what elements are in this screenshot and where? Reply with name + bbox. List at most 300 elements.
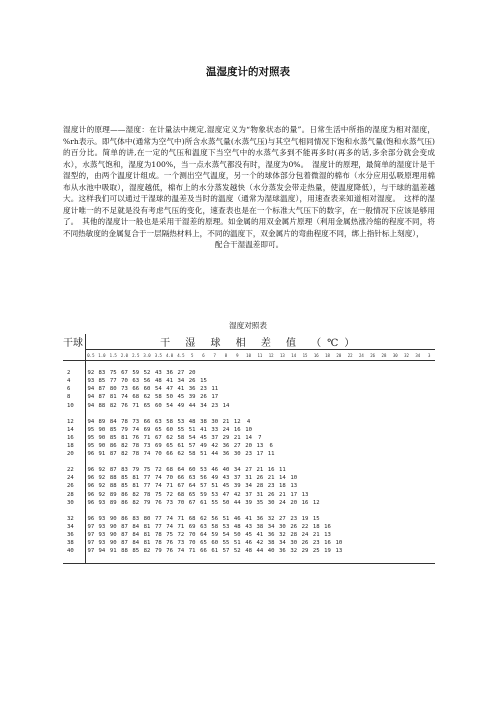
- humidity-cell: 74: [154, 483, 162, 490]
- humidity-cell: [423, 369, 435, 377]
- humidity-cell: [288, 442, 299, 450]
- humidity-cell: 72: [154, 467, 162, 474]
- humidity-cell: [401, 482, 412, 490]
- humidity-cell: [254, 377, 265, 385]
- humidity-cell: [367, 474, 378, 482]
- humidity-cell: 21: [279, 491, 286, 498]
- humidity-cell: [311, 401, 322, 409]
- humidity-cell: 68: [166, 467, 173, 474]
- difference-value: 13: [277, 350, 288, 361]
- humidity-cell: [266, 401, 277, 409]
- humidity-cell: 66: [132, 386, 140, 393]
- table-row: [63, 531, 435, 539]
- humidity-cell: [412, 369, 423, 377]
- difference-value: 32: [401, 350, 412, 361]
- humidity-cell: [412, 442, 423, 450]
- humidity-cell: [356, 385, 367, 393]
- humidity-cell: [266, 393, 277, 401]
- humidity-cell: 27: [279, 515, 286, 522]
- difference-value: 7: [209, 350, 220, 361]
- dry-bulb-temp: 2: [63, 369, 85, 377]
- humidity-cell: 81: [132, 475, 140, 482]
- humidity-cell: 21: [256, 467, 264, 474]
- difference-value: 30: [390, 350, 401, 361]
- dry-bulb-temp: 14: [63, 426, 85, 434]
- humidity-cell: 50: [222, 499, 230, 506]
- humidity-cell: [401, 515, 412, 523]
- humidity-cell: 14: [245, 434, 252, 441]
- paragraph-principle: 湿度计的原理——湿度：在计量法中规定,湿度定义为“物象状态的量”。日常生活中所指的湿度为相对湿度，%rh表示。即气体中(通常为空气中)所含水蒸气量(水蒸气压)与其空气相同情况下饱和水蒸气量(饱和水蒸气压)的百分比。简单的讲,在一定的气压和温度下当空气中的水蒸气多到不能再多时(再多的话,多余部分就会变成水），水蒸气饱和，湿度为100%，当一点水蒸气都没有时，湿度为0%。 湿度计的原理，最简单的湿度计是干湿型的，由两个温度计组成。一个测出空气温度，另一个的球体部分包着微湿的棉布（水分应用弘吸原理用棉布从水池中吸取），湿度越低，棉布上的水分蒸发越快（水分蒸发会带走热量，使温度降低），与干球的温差越大。这样我们可以通过干湿球的温差及当时的温度（通常为湿球温度），用速查表来知道相对湿度。 这样的湿度计唯一的不足就是没有考虑气压的变化，速查表也是在一个标准大气压下的数字，在一般情况下应该是够用了。 其他的湿度计一般也是采用干湿差的原理。如金属的用双金属片原理（利用金属热涨冷缩的程度不同，将不同热敏度的金属复合于一层隔热材料上，不同的温度下，双金属片的弯曲程度不同，绑上指针标上刻度），: [63, 125, 435, 238]
- dry-bulb-temp: 34: [63, 523, 85, 531]
- humidity-cell: [220, 393, 231, 401]
- humidity-cell: 76: [166, 540, 173, 547]
- humidity-cell: 58: [166, 418, 173, 425]
- dry-bulb-temp: 40: [63, 547, 85, 555]
- humidity-cell: 70: [188, 532, 196, 539]
- table-row: [63, 491, 435, 499]
- humidity-cell: [423, 401, 435, 409]
- humidity-cell: 87: [98, 394, 106, 401]
- humidity-cell: 4: [246, 418, 251, 425]
- humidity-cell: [344, 450, 355, 458]
- humidity-cell: [299, 418, 310, 426]
- humidity-cell: 18: [312, 523, 320, 530]
- humidity-cell: [367, 377, 378, 385]
- difference-value: 11: [254, 350, 265, 361]
- humidity-cell: 43: [245, 523, 252, 530]
- table-row: [63, 523, 435, 531]
- dry-bulb-temp: 22: [63, 466, 85, 474]
- humidity-cell: [243, 385, 254, 393]
- humidity-cell: 32: [267, 515, 275, 522]
- humidity-cell: [356, 426, 367, 434]
- humidity-cell: [299, 474, 310, 482]
- humidity-cell: [367, 523, 378, 531]
- humidity-cell: 24: [222, 426, 230, 433]
- humidity-cell: 19: [324, 548, 331, 555]
- humidity-cell: 70: [188, 540, 196, 547]
- humidity-cell: 58: [154, 394, 162, 401]
- humidity-cell: [378, 434, 389, 442]
- humidity-cell: 53: [222, 523, 230, 530]
- humidity-cell: 73: [166, 499, 173, 506]
- humidity-cell: 34: [177, 378, 185, 385]
- humidity-cell: [356, 515, 367, 523]
- humidity-cell: [390, 450, 401, 458]
- humidity-cell: 81: [143, 540, 151, 547]
- humidity-cell: [322, 393, 333, 401]
- humidity-cell: 86: [109, 442, 117, 449]
- humidity-cell: 97: [87, 532, 95, 539]
- humidity-cell: 87: [98, 386, 106, 393]
- humidity-cell: 51: [222, 515, 230, 522]
- humidity-cell: 74: [166, 515, 173, 522]
- humidity-cell: [333, 474, 344, 482]
- humidity-cell: 21: [233, 434, 241, 441]
- humidity-cell: 11: [211, 386, 219, 393]
- humidity-cell: 30: [233, 451, 241, 458]
- humidity-cell: 74: [154, 475, 162, 482]
- humidity-cell: 61: [177, 442, 185, 449]
- table-row: [63, 401, 435, 409]
- humidity-cell: [344, 385, 355, 393]
- humidity-cell: 84: [109, 418, 117, 425]
- humidity-cell: 42: [233, 491, 241, 498]
- humidity-cell: [322, 401, 333, 409]
- table-row: [63, 499, 435, 507]
- humidity-cell: 85: [109, 434, 117, 441]
- humidity-cell: 59: [132, 370, 140, 377]
- humidity-cell: [333, 531, 344, 539]
- humidity-cell: [401, 426, 412, 434]
- humidity-cell: [401, 369, 412, 377]
- humidity-cell: 45: [222, 483, 230, 490]
- humidity-cell: [412, 385, 423, 393]
- humidity-cell: [378, 377, 389, 385]
- humidity-cell: 94: [98, 548, 106, 555]
- difference-value: 6: [198, 350, 209, 361]
- humidity-cell: [299, 401, 310, 409]
- humidity-cell: 66: [200, 548, 207, 555]
- humidity-cell: 92: [87, 370, 95, 377]
- difference-value: 3: [423, 350, 435, 361]
- humidity-cell: 45: [245, 532, 252, 539]
- humidity-cell: [401, 401, 412, 409]
- humidity-cell: 39: [188, 394, 196, 401]
- humidity-cell: 15: [312, 515, 320, 522]
- humidity-cell: [322, 369, 333, 377]
- humidity-cell: 23: [312, 540, 320, 547]
- difference-value: 18: [322, 350, 333, 361]
- difference-value: 22: [344, 350, 355, 361]
- humidity-cell: [277, 426, 288, 434]
- humidity-cell: 39: [233, 483, 241, 490]
- humidity-cell: [288, 393, 299, 401]
- paragraph-conclusion: 配合干湿温差即可。: [214, 240, 284, 249]
- humidity-cell: 93: [98, 515, 106, 522]
- humidity-cell: 44: [233, 499, 241, 506]
- humidity-cell: 79: [132, 467, 140, 474]
- humidity-cell: 41: [177, 386, 185, 393]
- humidity-cell: 83: [121, 467, 128, 474]
- humidity-cell: 60: [143, 386, 151, 393]
- humidity-cell: [390, 491, 401, 499]
- humidity-cell: 75: [166, 532, 173, 539]
- humidity-cell: [367, 547, 378, 555]
- humidity-table: [63, 334, 435, 564]
- humidity-cell: [288, 450, 299, 458]
- humidity-cell: 90: [98, 426, 106, 433]
- humidity-cell: 13: [301, 491, 309, 498]
- humidity-cell: 97: [87, 540, 95, 547]
- humidity-cell: 73: [132, 418, 140, 425]
- table-row: [63, 442, 435, 450]
- table-row: [63, 482, 435, 490]
- humidity-cell: 72: [177, 532, 185, 539]
- humidity-cell: 55: [222, 540, 230, 547]
- humidity-cell: [322, 385, 333, 393]
- humidity-cell: [322, 442, 333, 450]
- humidity-cell: 13: [324, 532, 331, 539]
- humidity-cell: 31: [256, 491, 264, 498]
- humidity-cell: 26: [290, 523, 298, 530]
- humidity-cell: [299, 466, 310, 474]
- humidity-cell: 96: [87, 483, 95, 490]
- humidity-cell: 90: [109, 523, 117, 530]
- humidity-cell: [378, 401, 389, 409]
- humidity-cell: [367, 434, 378, 442]
- humidity-cell: 78: [154, 540, 162, 547]
- humidity-cell: [311, 482, 322, 490]
- dry-bulb-temp: 4: [63, 377, 85, 385]
- document-title: 温湿度计的对照表: [206, 66, 290, 78]
- humidity-cell: 27: [245, 467, 252, 474]
- humidity-cell: [266, 434, 277, 442]
- humidity-cell: [344, 547, 355, 555]
- humidity-cell: 23: [290, 515, 298, 522]
- humidity-cell: 14: [222, 402, 230, 409]
- humidity-cell: 96: [87, 451, 95, 458]
- humidity-cell: 38: [267, 540, 275, 547]
- humidity-cell: 60: [188, 467, 196, 474]
- humidity-cell: [209, 369, 220, 377]
- humidity-cell: 91: [98, 451, 106, 458]
- humidity-cell: 30: [211, 418, 219, 425]
- humidity-cell: [412, 426, 423, 434]
- humidity-cell: 27: [233, 442, 241, 449]
- humidity-cell: 12: [312, 499, 320, 506]
- humidity-cell: 94: [87, 386, 95, 393]
- difference-value: 2.0: [119, 350, 130, 361]
- humidity-cell: [401, 385, 412, 393]
- humidity-cell: [412, 418, 423, 426]
- humidity-cell: 91: [109, 548, 117, 555]
- humidity-cell: 88: [109, 483, 117, 490]
- humidity-cell: [356, 539, 367, 547]
- humidity-cell: 78: [121, 418, 128, 425]
- table-row: [63, 418, 435, 426]
- humidity-cell: [288, 401, 299, 409]
- humidity-cell: [356, 499, 367, 507]
- humidity-cell: 13: [290, 483, 298, 490]
- table-row: [63, 393, 435, 401]
- humidity-cell: 21: [267, 475, 275, 482]
- humidity-cell: 42: [256, 540, 264, 547]
- humidity-cell: 78: [143, 491, 151, 498]
- humidity-cell: [299, 450, 310, 458]
- humidity-cell: [333, 393, 344, 401]
- humidity-cell: 24: [279, 499, 286, 506]
- humidity-cell: 62: [143, 394, 151, 401]
- humidity-cell: 41: [245, 515, 252, 522]
- humidity-cell: 67: [121, 370, 128, 377]
- humidity-cell: [266, 385, 277, 393]
- humidity-cell: 52: [233, 548, 241, 555]
- humidity-cell: 88: [121, 548, 128, 555]
- humidity-cell: 62: [166, 434, 173, 441]
- humidity-cell: 85: [121, 475, 128, 482]
- humidity-cell: 82: [109, 402, 117, 409]
- humidity-cell: [367, 369, 378, 377]
- humidity-cell: [367, 466, 378, 474]
- humidity-cell: [220, 377, 231, 385]
- humidity-cell: 66: [143, 418, 151, 425]
- dry-bulb-temp: 18: [63, 442, 85, 450]
- humidity-cell: 22: [301, 523, 309, 530]
- humidity-cell: 92: [98, 491, 106, 498]
- humidity-cell: 66: [177, 475, 185, 482]
- humidity-cell: [378, 531, 389, 539]
- humidity-cell: 67: [177, 483, 185, 490]
- humidity-cell: [299, 482, 310, 490]
- dry-bulb-temp: 30: [63, 499, 85, 507]
- difference-value: 2.5: [130, 350, 141, 361]
- humidity-cell: [311, 442, 322, 450]
- humidity-cell: [311, 474, 322, 482]
- humidity-cell: 89: [109, 499, 117, 506]
- humidity-cell: [356, 434, 367, 442]
- difference-value: 0.5: [85, 350, 96, 361]
- humidity-cell: 67: [154, 434, 162, 441]
- humidity-cell: 86: [121, 515, 128, 522]
- humidity-cell: 7: [258, 434, 262, 441]
- humidity-cell: 29: [222, 434, 230, 441]
- humidity-cell: [378, 499, 389, 507]
- humidity-cell: [277, 442, 288, 450]
- humidity-cell: [378, 515, 389, 523]
- humidity-cell: [356, 466, 367, 474]
- humidity-cell: 44: [188, 402, 196, 409]
- humidity-cell: 48: [188, 418, 196, 425]
- humidity-cell: [322, 515, 333, 523]
- humidity-cell: [344, 442, 355, 450]
- humidity-cell: 36: [222, 451, 230, 458]
- humidity-cell: [423, 442, 435, 450]
- table-bottom-spacer: [63, 555, 435, 564]
- humidity-cell: [344, 499, 355, 507]
- humidity-cell: 57: [188, 442, 196, 449]
- humidity-cell: 79: [143, 499, 151, 506]
- table-row: [63, 515, 435, 523]
- humidity-cell: [311, 377, 322, 385]
- humidity-cell: [412, 466, 423, 474]
- humidity-cell: [378, 385, 389, 393]
- humidity-cell: 40: [222, 467, 230, 474]
- humidity-cell: [378, 491, 389, 499]
- humidity-cell: 34: [245, 483, 252, 490]
- difference-value: 28: [378, 350, 389, 361]
- humidity-cell: [209, 377, 220, 385]
- humidity-cell: [412, 547, 423, 555]
- humidity-cell: 63: [132, 378, 140, 385]
- humidity-cell: [390, 418, 401, 426]
- dry-bulb-temp: 12: [63, 418, 85, 426]
- humidity-cell: 44: [256, 548, 264, 555]
- humidity-cell: 55: [177, 426, 185, 433]
- humidity-cell: [333, 482, 344, 490]
- humidity-cell: 84: [132, 532, 140, 539]
- humidity-cell: 30: [279, 523, 286, 530]
- humidity-cell: 69: [143, 426, 151, 433]
- difference-value: 20: [333, 350, 344, 361]
- humidity-cell: 26: [256, 475, 264, 482]
- humidity-cell: 69: [154, 442, 162, 449]
- difference-value: 4.0: [164, 350, 175, 361]
- humidity-cell: [344, 539, 355, 547]
- humidity-cell: 13: [335, 548, 343, 555]
- humidity-cell: 93: [98, 523, 106, 530]
- humidity-cell: [367, 450, 378, 458]
- humidity-cell: 70: [121, 378, 128, 385]
- humidity-cell: 68: [132, 394, 140, 401]
- humidity-cell: 23: [200, 386, 207, 393]
- temperature-difference-header: 干 湿 球 相 差 值 （℃）: [85, 334, 435, 350]
- humidity-cell: 74: [121, 394, 128, 401]
- humidity-cell: 84: [132, 523, 140, 530]
- humidity-cell: 94: [87, 394, 95, 401]
- humidity-cell: [266, 426, 277, 434]
- humidity-cell: 92: [98, 483, 106, 490]
- humidity-cell: [356, 377, 367, 385]
- humidity-cell: [299, 442, 310, 450]
- humidity-cell: [322, 466, 333, 474]
- humidity-cell: 65: [166, 442, 173, 449]
- humidity-cell: [311, 369, 322, 377]
- humidity-cell: 87: [109, 467, 117, 474]
- humidity-cell: [390, 385, 401, 393]
- humidity-cell: 87: [121, 532, 128, 539]
- humidity-cell: [367, 426, 378, 434]
- humidity-cell: 65: [188, 491, 196, 498]
- humidity-cell: 52: [143, 370, 151, 377]
- humidity-cell: 30: [267, 499, 275, 506]
- humidity-cell: [412, 539, 423, 547]
- humidity-cell: [288, 377, 299, 385]
- humidity-cell: [322, 377, 333, 385]
- humidity-cell: [390, 434, 401, 442]
- humidity-cell: 71: [177, 515, 185, 522]
- humidity-cell: [412, 523, 423, 531]
- humidity-cell: 59: [200, 491, 207, 498]
- humidity-cell: 81: [109, 394, 117, 401]
- humidity-cell: 58: [211, 523, 219, 530]
- humidity-cell: [390, 531, 401, 539]
- humidity-cell: [344, 466, 355, 474]
- dry-bulb-temp: 24: [63, 474, 85, 482]
- difference-value: 14: [288, 350, 299, 361]
- humidity-cell: 53: [211, 491, 219, 498]
- humidity-cell: 89: [109, 491, 117, 498]
- humidity-cell: [390, 369, 401, 377]
- humidity-cell: [198, 369, 209, 377]
- humidity-cell: [401, 393, 412, 401]
- humidity-cell: 51: [188, 426, 196, 433]
- humidity-cell: [333, 450, 344, 458]
- humidity-cell: 64: [200, 532, 207, 539]
- humidity-cell: [288, 426, 299, 434]
- humidity-cell: [356, 418, 367, 426]
- dry-bulb-temp: 36: [63, 531, 85, 539]
- difference-value: 12: [266, 350, 277, 361]
- humidity-cell: 77: [143, 483, 151, 490]
- humidity-cell: 14: [279, 475, 286, 482]
- humidity-cell: 49: [200, 442, 207, 449]
- humidity-cell: [333, 523, 344, 531]
- dry-bulb-temp: 6: [63, 385, 85, 393]
- difference-value: 34: [412, 350, 423, 361]
- humidity-cell: 87: [109, 451, 117, 458]
- humidity-cell: 96: [87, 467, 95, 474]
